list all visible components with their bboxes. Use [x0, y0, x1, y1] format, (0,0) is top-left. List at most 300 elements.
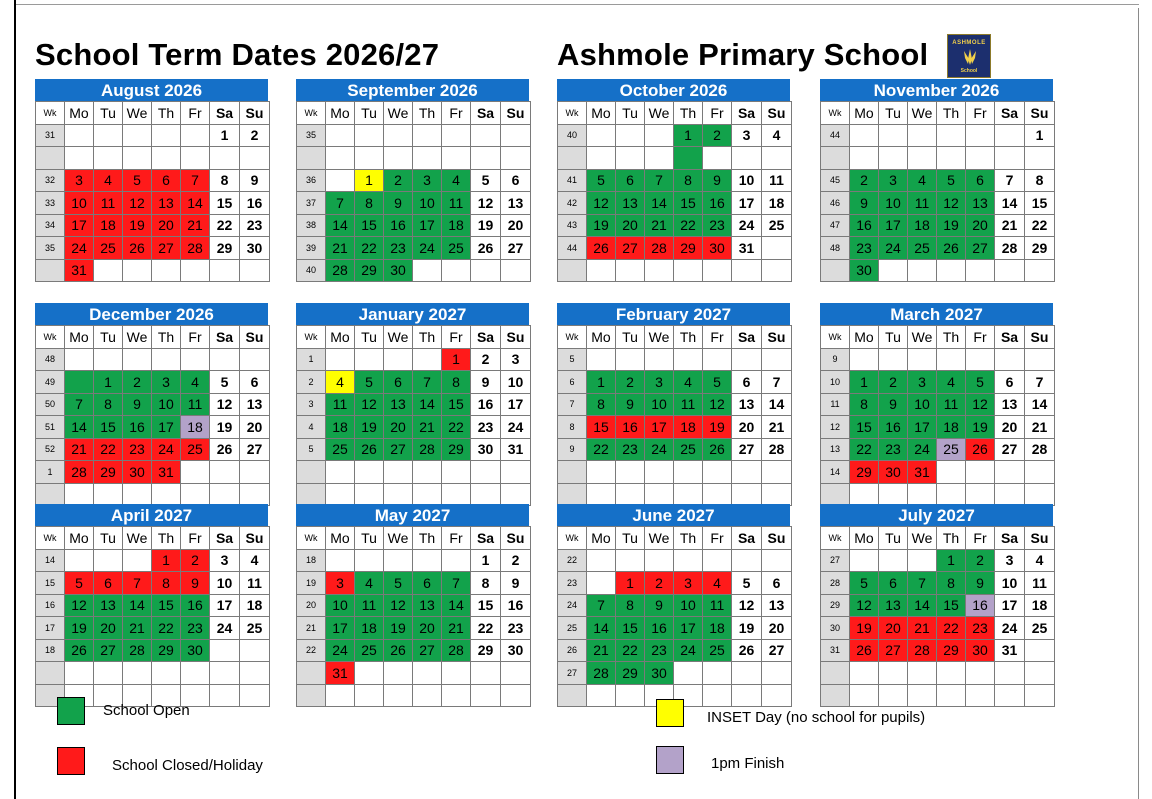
day-cell: 8 [94, 393, 123, 416]
week-number: 30 [821, 617, 850, 640]
day-cell: 6 [732, 371, 762, 394]
day-cell [850, 348, 879, 371]
week-row [36, 259, 270, 282]
weekday-header: Fr [703, 527, 732, 550]
day-cell: 1 [152, 549, 181, 572]
day-cell: 2 [123, 371, 152, 394]
day-cell [1025, 147, 1055, 170]
day-cell [210, 662, 240, 685]
week-number: 37 [297, 192, 326, 215]
day-cell: 25 [442, 237, 471, 260]
day-cell: 8 [616, 594, 645, 617]
day-cell: 5 [703, 371, 732, 394]
day-cell: 30 [645, 662, 674, 685]
day-cell: 31 [501, 438, 531, 461]
week-number: 12 [821, 416, 850, 439]
week-number [821, 259, 850, 282]
day-cell [1025, 259, 1055, 282]
day-cell: 22 [937, 617, 966, 640]
week-number-header: Wk [821, 102, 850, 125]
week-number: 23 [558, 572, 587, 595]
day-cell: 2 [616, 371, 645, 394]
day-cell: 6 [413, 572, 442, 595]
week-number-header: Wk [821, 326, 850, 349]
weekday-header-row [558, 527, 792, 550]
week-number: 5 [558, 348, 587, 371]
day-cell [587, 572, 616, 595]
week-row [821, 461, 1055, 484]
day-cell: 15 [471, 594, 501, 617]
day-cell: 7 [326, 192, 355, 215]
day-cell: 26 [65, 639, 94, 662]
day-cell: 18 [181, 416, 210, 439]
day-cell [995, 461, 1025, 484]
day-cell: 29 [1025, 237, 1055, 260]
week-row [558, 438, 792, 461]
day-cell: 14 [762, 393, 792, 416]
day-cell: 25 [762, 214, 792, 237]
day-cell: 10 [326, 594, 355, 617]
week-number: 40 [297, 259, 326, 282]
day-cell: 19 [850, 617, 879, 640]
day-cell: 13 [501, 192, 531, 215]
weekday-header: We [908, 527, 937, 550]
day-cell: 13 [240, 393, 270, 416]
day-cell: 25 [908, 237, 937, 260]
month-calendar [557, 303, 790, 506]
day-cell: 26 [937, 237, 966, 260]
week-number: 29 [821, 594, 850, 617]
week-number: 45 [821, 169, 850, 192]
day-cell [384, 147, 413, 170]
day-cell: 12 [587, 192, 616, 215]
week-number: 31 [36, 124, 65, 147]
day-cell: 3 [326, 572, 355, 595]
day-cell: 4 [762, 124, 792, 147]
day-cell [645, 147, 674, 170]
day-cell [240, 662, 270, 685]
week-row [821, 393, 1055, 416]
day-cell: 3 [152, 371, 181, 394]
day-cell: 28 [181, 237, 210, 260]
day-cell: 14 [645, 192, 674, 215]
day-cell [501, 483, 531, 506]
day-cell: 1 [674, 124, 703, 147]
week-number-header: Wk [558, 527, 587, 550]
week-number: 27 [821, 549, 850, 572]
day-cell: 3 [210, 549, 240, 572]
day-cell: 27 [762, 639, 792, 662]
weekday-header-row [821, 527, 1055, 550]
day-cell: 1 [442, 348, 471, 371]
day-cell: 21 [326, 237, 355, 260]
day-cell: 16 [879, 416, 908, 439]
day-cell [65, 124, 94, 147]
day-cell [501, 259, 531, 282]
day-cell [326, 147, 355, 170]
day-cell [65, 549, 94, 572]
week-row [821, 572, 1055, 595]
weekday-header: Th [413, 102, 442, 125]
day-cell [674, 483, 703, 506]
day-cell [762, 237, 792, 260]
week-number: 21 [297, 617, 326, 640]
day-cell [413, 662, 442, 685]
week-number: 18 [36, 639, 65, 662]
day-cell: 2 [384, 169, 413, 192]
day-cell [674, 461, 703, 484]
day-cell: 28 [123, 639, 152, 662]
day-cell [384, 124, 413, 147]
day-cell: 18 [326, 416, 355, 439]
day-cell: 12 [210, 393, 240, 416]
day-cell [210, 483, 240, 506]
legend-early-swatch [656, 746, 684, 774]
day-cell [1025, 684, 1055, 707]
day-cell [587, 483, 616, 506]
day-cell [879, 259, 908, 282]
week-row [36, 416, 270, 439]
day-cell [413, 684, 442, 707]
day-cell: 18 [703, 617, 732, 640]
day-cell [850, 684, 879, 707]
day-cell: 9 [501, 572, 531, 595]
day-cell: 23 [879, 438, 908, 461]
month-title: November 2026 [820, 79, 1053, 101]
day-cell: 13 [384, 393, 413, 416]
day-cell [210, 639, 240, 662]
day-cell [703, 259, 732, 282]
feathers-icon [960, 47, 980, 67]
day-cell [908, 662, 937, 685]
day-cell: 19 [65, 617, 94, 640]
day-cell: 22 [210, 214, 240, 237]
day-cell [995, 662, 1025, 685]
day-cell: 1 [937, 549, 966, 572]
day-cell: 22 [152, 617, 181, 640]
day-cell: 4 [326, 371, 355, 394]
week-row [297, 617, 531, 640]
week-number [821, 147, 850, 170]
weekday-header: Su [240, 326, 270, 349]
day-cell: 1 [355, 169, 384, 192]
weekday-header: Sa [210, 527, 240, 550]
day-cell: 28 [995, 237, 1025, 260]
day-cell [587, 147, 616, 170]
day-cell: 30 [879, 461, 908, 484]
week-number [36, 259, 65, 282]
day-cell: 8 [152, 572, 181, 595]
week-row [821, 438, 1055, 461]
week-number [558, 461, 587, 484]
week-number: 25 [558, 617, 587, 640]
day-cell: 22 [355, 237, 384, 260]
day-cell: 19 [384, 617, 413, 640]
day-cell: 30 [123, 461, 152, 484]
day-cell [326, 348, 355, 371]
day-cell: 9 [850, 192, 879, 215]
weekday-header: Fr [181, 527, 210, 550]
day-cell: 21 [65, 438, 94, 461]
day-cell [384, 549, 413, 572]
day-cell: 25 [181, 438, 210, 461]
day-cell: 18 [908, 214, 937, 237]
legend-inset-swatch [656, 699, 684, 727]
week-row [821, 169, 1055, 192]
day-cell: 15 [442, 393, 471, 416]
day-cell: 24 [210, 617, 240, 640]
weekday-header: Sa [995, 527, 1025, 550]
weekday-header: Sa [995, 326, 1025, 349]
day-cell: 19 [937, 214, 966, 237]
day-cell [762, 348, 792, 371]
day-cell: 20 [413, 617, 442, 640]
day-cell [471, 684, 501, 707]
week-row [558, 549, 792, 572]
day-cell: 23 [501, 617, 531, 640]
week-row [36, 617, 270, 640]
page-border-top [14, 4, 1139, 5]
week-number: 50 [36, 393, 65, 416]
day-cell: 15 [152, 594, 181, 617]
day-cell [1025, 662, 1055, 685]
day-cell [937, 483, 966, 506]
day-cell: 18 [442, 214, 471, 237]
week-row [558, 214, 792, 237]
week-row [297, 259, 531, 282]
day-cell: 14 [326, 214, 355, 237]
month-calendar [35, 303, 268, 506]
day-cell: 8 [674, 169, 703, 192]
month-table [35, 325, 270, 506]
day-cell [210, 461, 240, 484]
day-cell: 1 [1025, 124, 1055, 147]
day-cell: 8 [355, 192, 384, 215]
week-row [297, 483, 531, 506]
month-calendar [35, 79, 268, 282]
day-cell [966, 684, 995, 707]
day-cell: 16 [240, 192, 270, 215]
day-cell: 20 [762, 617, 792, 640]
day-cell: 12 [850, 594, 879, 617]
day-cell [501, 684, 531, 707]
weekday-header: We [123, 102, 152, 125]
day-cell: 16 [384, 214, 413, 237]
week-number [297, 483, 326, 506]
day-cell [210, 684, 240, 707]
day-cell: 23 [966, 617, 995, 640]
day-cell [65, 483, 94, 506]
day-cell [1025, 639, 1055, 662]
month-calendar [557, 504, 790, 707]
week-number: 11 [821, 393, 850, 416]
day-cell: 10 [210, 572, 240, 595]
week-number: 41 [558, 169, 587, 192]
legend-closed-swatch [57, 747, 85, 775]
day-cell: 28 [326, 259, 355, 282]
day-cell: 25 [937, 438, 966, 461]
day-cell [674, 549, 703, 572]
day-cell [501, 461, 531, 484]
day-cell: 2 [181, 549, 210, 572]
weekday-header: Tu [355, 326, 384, 349]
day-cell [937, 124, 966, 147]
week-row [297, 371, 531, 394]
week-number: 40 [558, 124, 587, 147]
day-cell: 5 [355, 371, 384, 394]
day-cell: 26 [123, 237, 152, 260]
day-cell: 27 [413, 639, 442, 662]
week-row [297, 147, 531, 170]
day-cell [732, 147, 762, 170]
day-cell: 2 [703, 124, 732, 147]
day-cell [442, 461, 471, 484]
day-cell [732, 259, 762, 282]
day-cell: 22 [471, 617, 501, 640]
weekday-header: Mo [326, 527, 355, 550]
day-cell: 18 [240, 594, 270, 617]
day-cell: 27 [732, 438, 762, 461]
weekday-header: Sa [732, 102, 762, 125]
day-cell [645, 259, 674, 282]
day-cell: 20 [732, 416, 762, 439]
day-cell: 4 [181, 371, 210, 394]
day-cell: 16 [501, 594, 531, 617]
week-row [821, 124, 1055, 147]
day-cell [152, 348, 181, 371]
day-cell [94, 549, 123, 572]
week-number: 44 [821, 124, 850, 147]
day-cell: 29 [442, 438, 471, 461]
day-cell: 28 [587, 662, 616, 685]
week-number: 1 [297, 348, 326, 371]
week-row [36, 549, 270, 572]
week-number [297, 662, 326, 685]
day-cell [937, 147, 966, 170]
day-cell: 23 [645, 639, 674, 662]
day-cell [326, 549, 355, 572]
day-cell: 12 [966, 393, 995, 416]
day-cell: 20 [384, 416, 413, 439]
day-cell: 16 [123, 416, 152, 439]
day-cell: 23 [181, 617, 210, 640]
day-cell: 7 [762, 371, 792, 394]
weekday-header: Su [762, 102, 792, 125]
day-cell: 11 [240, 572, 270, 595]
week-number: 2 [297, 371, 326, 394]
week-number: 44 [558, 237, 587, 260]
weekday-header: We [384, 527, 413, 550]
weekday-header-row [297, 326, 531, 349]
day-cell: 5 [123, 169, 152, 192]
weekday-header: Mo [326, 102, 355, 125]
day-cell: 12 [123, 192, 152, 215]
day-cell: 21 [413, 416, 442, 439]
day-cell: 1 [471, 549, 501, 572]
month-title: March 2027 [820, 303, 1053, 325]
day-cell: 9 [645, 594, 674, 617]
day-cell [937, 684, 966, 707]
week-row [821, 594, 1055, 617]
week-number: 16 [36, 594, 65, 617]
day-cell: 9 [703, 169, 732, 192]
week-row [558, 483, 792, 506]
weekday-header: Su [501, 326, 531, 349]
day-cell: 4 [908, 169, 937, 192]
day-cell: 21 [123, 617, 152, 640]
weekday-header: Tu [616, 527, 645, 550]
weekday-header: Sa [210, 102, 240, 125]
day-cell [123, 259, 152, 282]
week-row [36, 483, 270, 506]
day-cell: 12 [355, 393, 384, 416]
day-cell: 3 [879, 169, 908, 192]
weekday-header: Tu [94, 527, 123, 550]
day-cell: 26 [355, 438, 384, 461]
week-number [36, 147, 65, 170]
week-number: 24 [558, 594, 587, 617]
day-cell [703, 483, 732, 506]
week-row [821, 549, 1055, 572]
day-cell [850, 549, 879, 572]
week-row [36, 438, 270, 461]
logo-top-text: ASHMOLE [952, 40, 986, 46]
day-cell [908, 124, 937, 147]
day-cell: 2 [645, 572, 674, 595]
day-cell [703, 549, 732, 572]
day-cell [995, 348, 1025, 371]
legend-closed-label: School Closed/Holiday [112, 757, 263, 774]
week-row [558, 348, 792, 371]
day-cell [240, 684, 270, 707]
day-cell: 9 [966, 572, 995, 595]
day-cell [355, 483, 384, 506]
day-cell: 4 [1025, 549, 1055, 572]
day-cell: 15 [674, 192, 703, 215]
week-row [36, 348, 270, 371]
weekday-header: Fr [966, 527, 995, 550]
day-cell [413, 549, 442, 572]
day-cell: 9 [384, 192, 413, 215]
day-cell [703, 348, 732, 371]
day-cell: 26 [703, 438, 732, 461]
week-number: 43 [558, 214, 587, 237]
week-number: 48 [821, 237, 850, 260]
week-row [297, 594, 531, 617]
day-cell [937, 348, 966, 371]
day-cell: 14 [1025, 393, 1055, 416]
week-row [558, 237, 792, 260]
week-number: 6 [558, 371, 587, 394]
day-cell: 28 [442, 639, 471, 662]
day-cell: 30 [703, 237, 732, 260]
week-row [297, 662, 531, 685]
weekday-header-row [297, 102, 531, 125]
day-cell: 2 [501, 549, 531, 572]
month-calendar [820, 303, 1053, 506]
day-cell [616, 124, 645, 147]
day-cell: 3 [65, 169, 94, 192]
weekday-header: Fr [966, 102, 995, 125]
week-number-header: Wk [297, 326, 326, 349]
day-cell: 6 [384, 371, 413, 394]
day-cell: 23 [850, 237, 879, 260]
day-cell: 11 [937, 393, 966, 416]
week-row [821, 662, 1055, 685]
day-cell [210, 259, 240, 282]
day-cell: 9 [181, 572, 210, 595]
day-cell [384, 684, 413, 707]
